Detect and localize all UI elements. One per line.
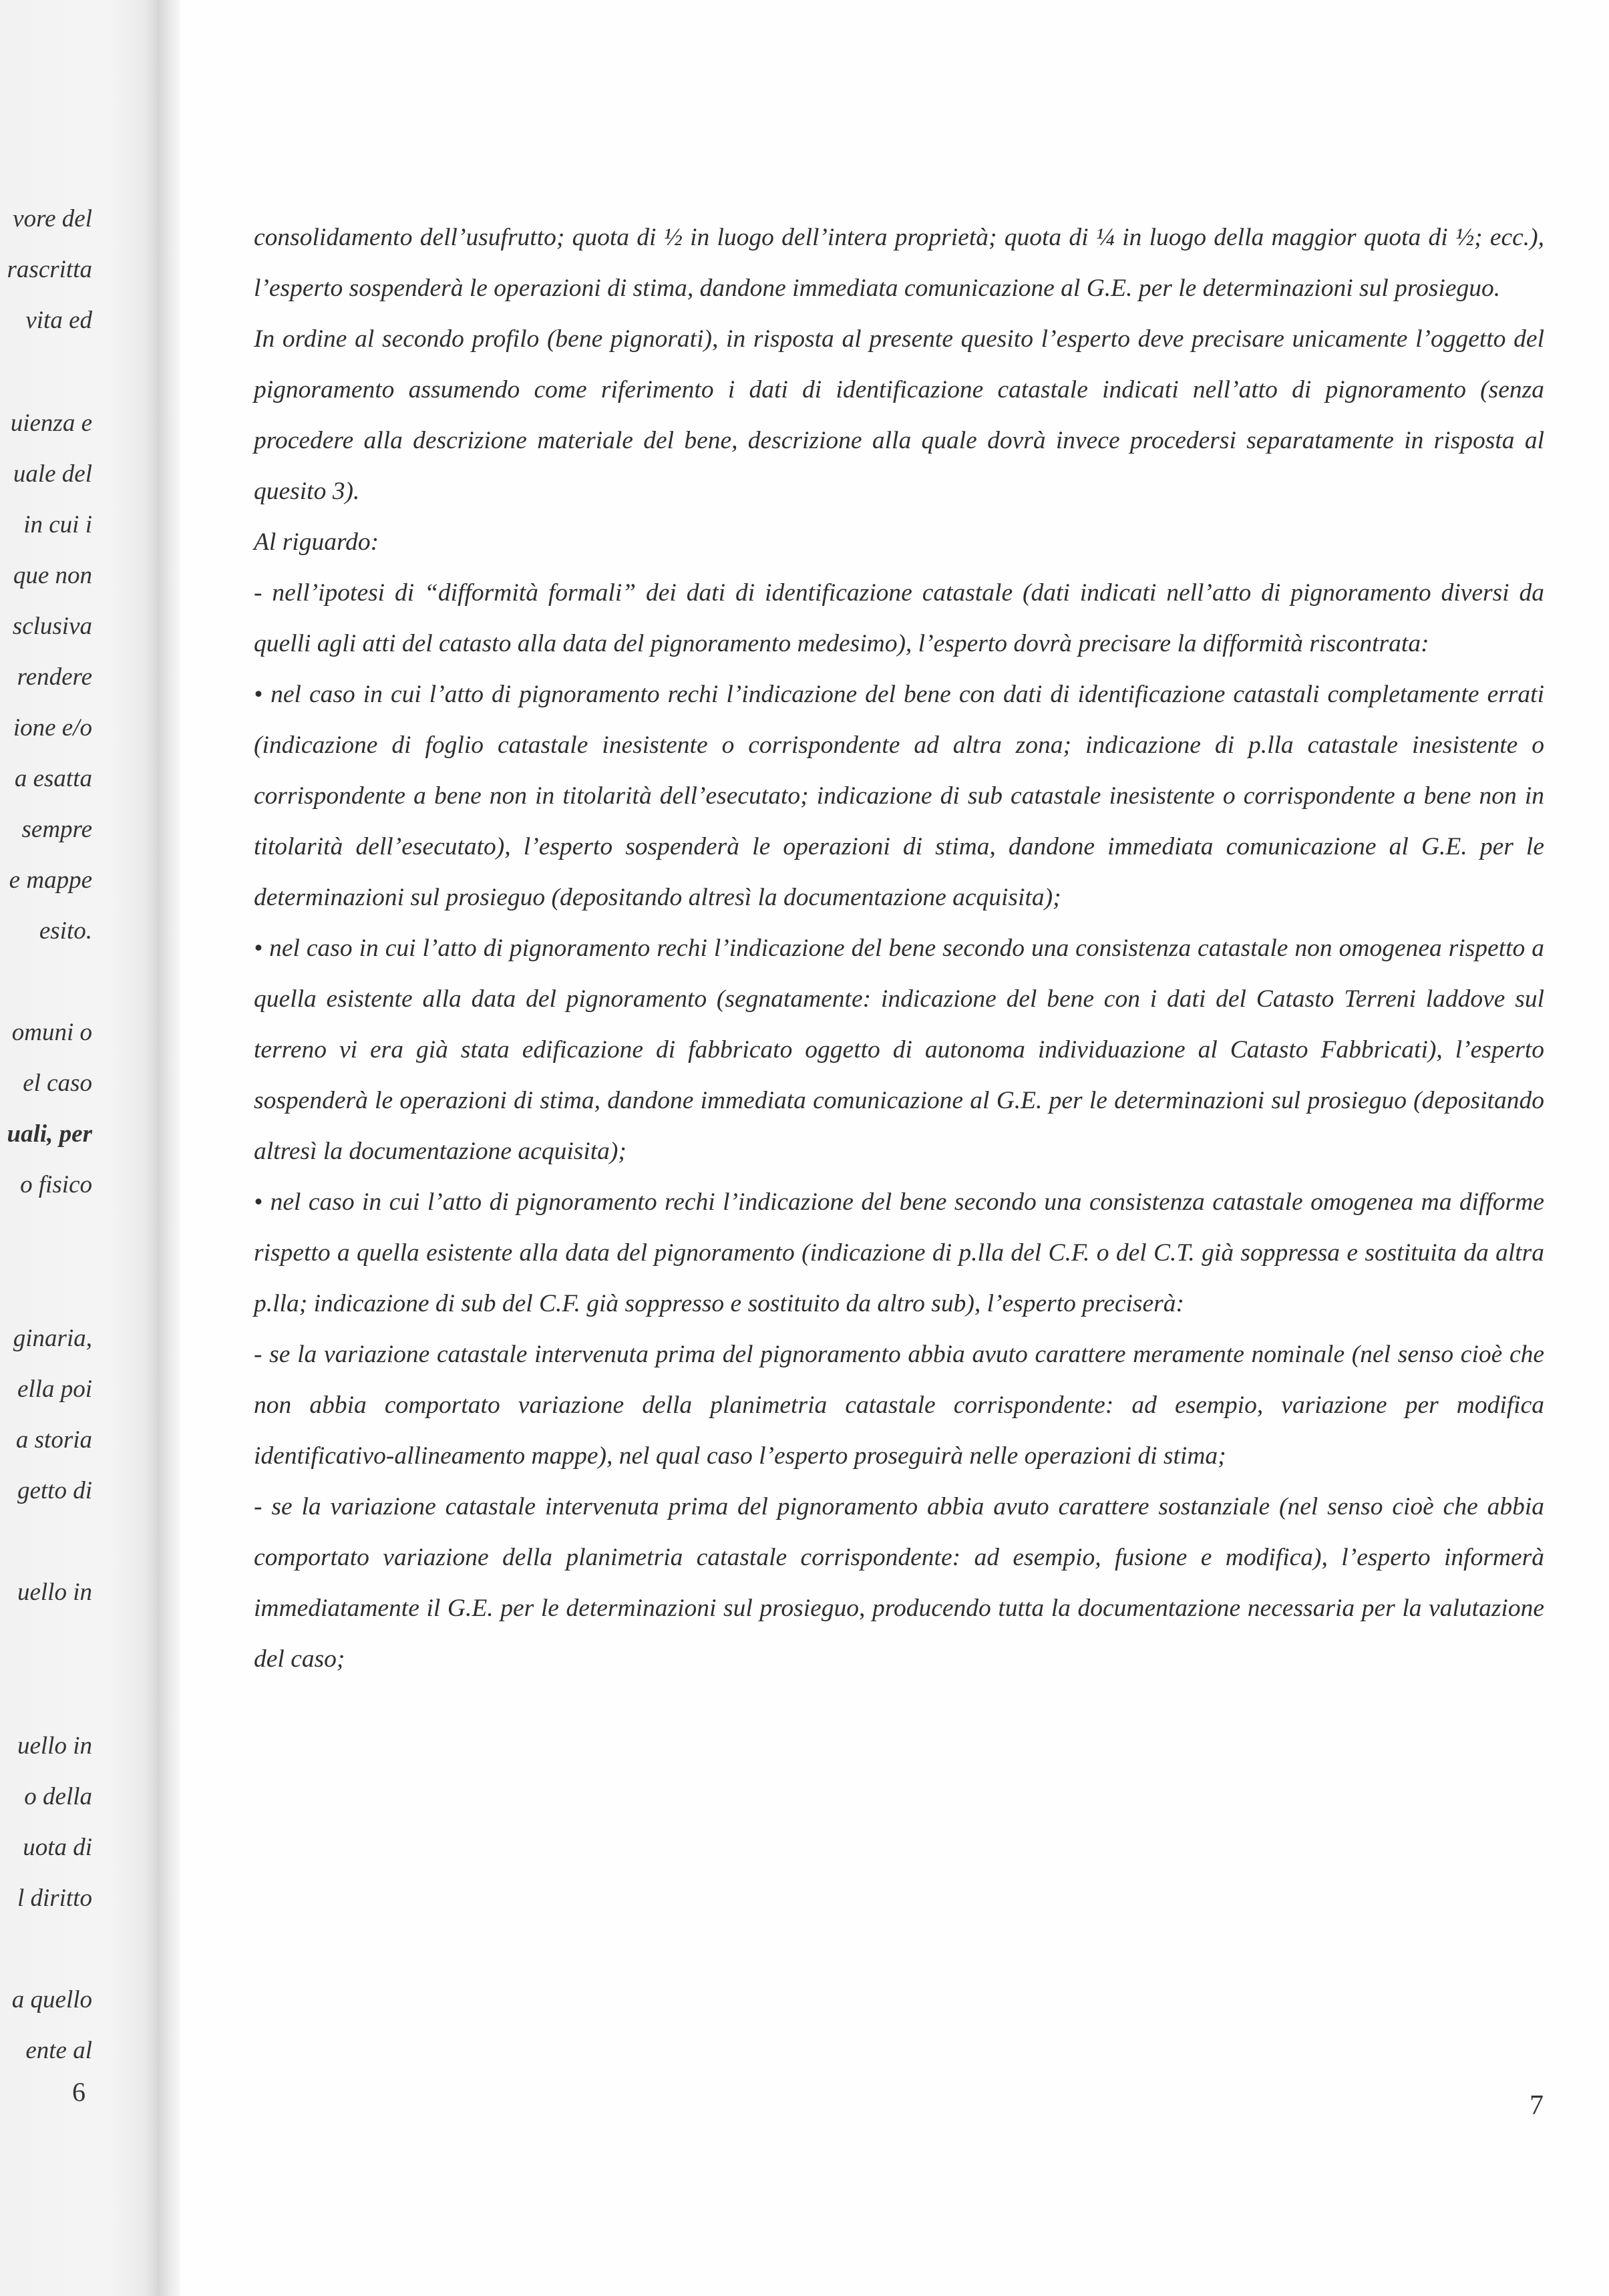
left-page-fragment: e mappe [9,866,92,894]
left-page-fragment: uello in [17,1579,92,1606]
book-gutter [158,0,180,2296]
paragraph: • nel caso in cui l’atto di pignoramento rechi l’indicazione del bene secondo una consistenza catastale omogenea ma difforme rispetto a quella esistente alla data del pignoramento (indicazione di p.lla del C.F. o del C.T. già soppressa e sostituita da altra p.lla; indicazione di sub del C.F. già soppresso e sostituito da altro sub), l’esperto preciserà: [254,1188,1544,1317]
paragraph: • nel caso in cui l’atto di pignoramento rechi l’indicazione del bene con dati di identificazione catastali completamente errati (indicazione di foglio catastale inesistente o corrispondente ad altra zona; indicazione di p.lla catastale inesistente o corrispondente a bene non in titolarità dell’esecutato; indicazione di sub catastale inesistente o corrispondente a bene non in titolarità dell’esecutato), l’esperto sospenderà le operazioni di stima, dandone immediata comunicazione al G.E. per le determinazioni sul prosieguo (depositando altresì la documentazione acquisita); [254,681,1544,911]
left-page-fragment: in cui i [23,511,92,538]
left-page-fragment: que non [13,562,92,589]
left-page-fragment: ella poi [17,1375,92,1403]
left-page-fragment: getto di [17,1477,92,1504]
left-page-fragment: a storia [15,1426,92,1454]
left-page-fragment: uali, per [7,1120,92,1148]
paragraph: - nell’ipotesi di “difformità formali” dei dati di identificazione catastale (dati indicati nell’atto di pignoramento diversi da quelli agli atti del catasto alla data del pignoramento medesimo), l’esperto dovrà precisare la difformità riscontrata: [254,579,1544,657]
left-page-fragment: vore del [13,205,92,232]
left-page-fragment: uale del [13,460,92,488]
left-page-strip [0,0,158,2296]
left-page-fragment: o della [24,1783,92,1810]
paragraph: In ordine al secondo profilo (bene pignorati), in risposta al presente quesito l’esperto deve precisare unicamente l’oggetto del pignoramento assumendo come riferimento i dati di identificazione catastale indicati nell’atto di pignoramento (senza procedere alla descrizione materiale del bene, descrizione alla quale dovrà invece procedersi separatamente in risposta al quesito 3). [254,325,1544,505]
page-number: 7 [1530,2090,1544,2121]
left-page-fragment: a esatta [14,765,92,792]
left-page-fragment: uienza e [10,409,92,437]
left-page-number: 6 [72,2077,85,2107]
left-page-fragment: omuni o [11,1019,92,1046]
left-page-fragment: ione e/o [13,714,92,742]
left-page-fragment: el caso [23,1070,92,1097]
left-page-fragment: a quello [11,1986,92,2013]
left-page-fragment: ente al [25,2037,92,2064]
left-page-fragment: rascritta [7,256,92,283]
left-page-fragment: uota di [23,1834,92,1861]
paragraph: - se la variazione catastale intervenuta prima del pignoramento abbia avuto carattere meramente nominale (nel senso cioè che non abbia comportato variazione della planimetria catastale corrispondente: ad esempio, variazione per modifica identificativo-allineamento mappe), nel qual caso l’esperto proseguirà nelle operazioni di stima; [254,1341,1544,1470]
right-page [180,0,1609,2296]
left-page-fragment: ginaria, [13,1325,92,1352]
left-page-fragment: vita ed [25,307,92,334]
left-page-fragment: sempre [21,816,92,843]
paragraph: Al riguardo: [254,528,379,556]
paragraph: consolidamento dell’usufrutto; quota di ½ in luogo dell’intera proprietà; quota di ¼ in luogo della maggior quota di ½; ecc.), l’esperto sospenderà le operazioni di stima, dandone immediata comunicazione al G.E. per le determinazioni sul prosieguo. [254,224,1544,302]
page-body [254,212,1544,1685]
left-page-fragment: rendere [17,663,92,691]
paragraph: • nel caso in cui l’atto di pignoramento rechi l’indicazione del bene secondo una consistenza catastale non omogenea rispetto a quella esistente alla data del pignoramento (segnatamente: indicazione del bene con i dati del Catasto Terreni laddove sul terreno vi era già stata edificazione di fabbricato oggetto di autonoma individuazione al Catasto Fabbricati), l’esperto sospenderà le operazioni di stima, dandone immediata comunicazione al G.E. per le determinazioni sul prosieguo (depositando altresì la documentazione acquisita); [254,935,1544,1165]
left-page-fragment: esito. [39,917,92,945]
left-page-fragment: l diritto [17,1884,92,1912]
left-page-fragment: o fisico [20,1171,92,1198]
left-page-fragment: uello in [17,1732,92,1760]
left-page-fragment: sclusiva [12,613,92,640]
paragraph: - se la variazione catastale intervenuta prima del pignoramento abbia avuto carattere sostanziale (nel senso cioè che abbia comportato variazione della planimetria catastale corrispondente: ad esempio, fusione e modifica), l’esperto informerà immediatamente il G.E. per le determinazioni sul prosieguo, producendo tutta la documentazione necessaria per la valutazione del caso; [254,1493,1544,1673]
